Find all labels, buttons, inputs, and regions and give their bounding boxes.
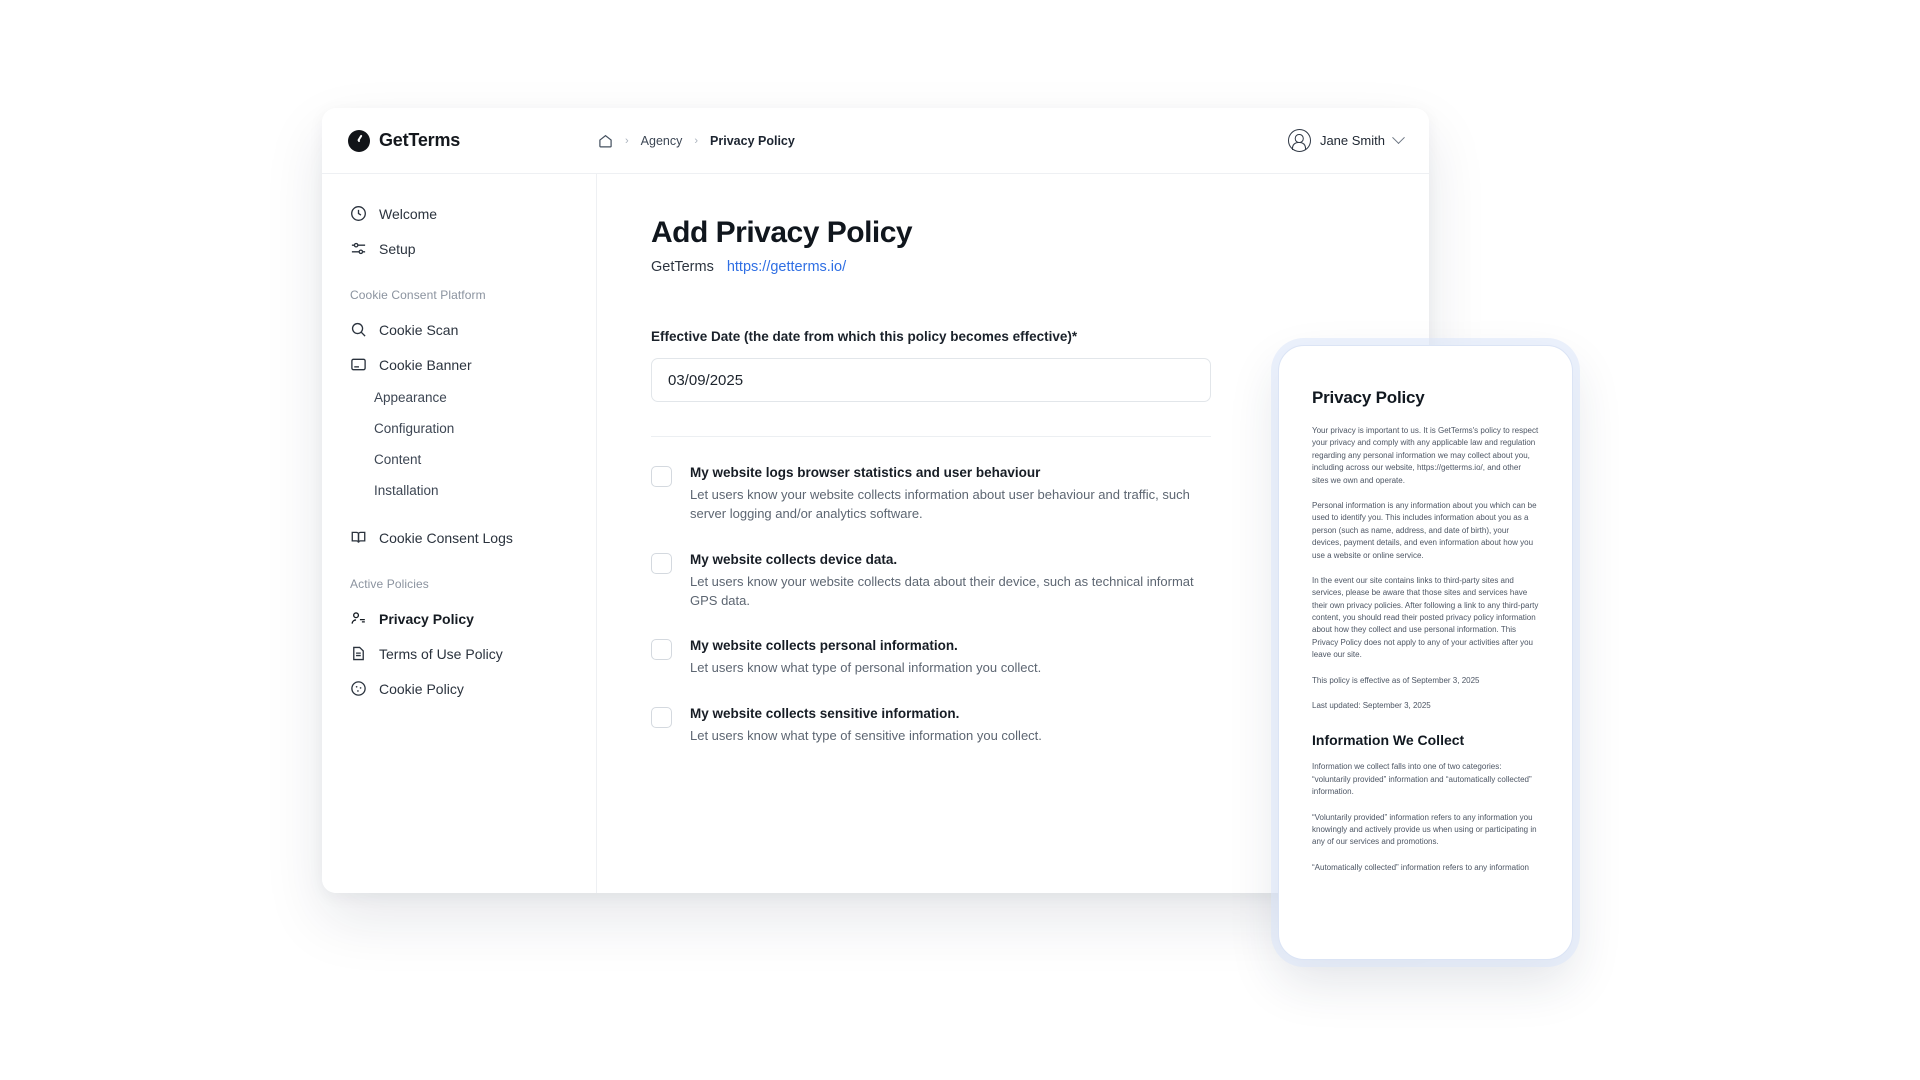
preview-section-paragraph-2: “Voluntarily provided” information refers to any information you knowingly and actively provide us when using or participating in any of our services and promotions. <box>1312 812 1537 847</box>
user-avatar-icon <box>1288 129 1311 152</box>
checkbox-row-sensitive-information[interactable] <box>651 706 1211 746</box>
checkbox-description: Let users know your website collects information about user behaviour and traffic, such server logging and/or analytics software. <box>690 487 1190 521</box>
sidebar-item-cookie-policy[interactable] <box>322 671 596 706</box>
brand-name: GetTerms <box>379 130 461 150</box>
user-menu[interactable] <box>1288 129 1403 152</box>
section-divider <box>651 436 1211 437</box>
breadcrumb-separator-2: › <box>694 134 699 147</box>
cookie-icon <box>350 680 367 697</box>
checkbox-title: My website collects personal information. <box>690 638 958 654</box>
body <box>322 174 1429 893</box>
sidebar-item-label: Setup <box>379 240 416 257</box>
sidebar-item-cookie-banner[interactable] <box>322 347 596 382</box>
sidebar-subitem-appearance[interactable]: Appearance <box>374 390 447 405</box>
checkbox-description: Let users know what type of sensitive information you collect. <box>690 728 1042 744</box>
preview-effective-date: This policy is effective as of September 3, 2025 <box>1312 675 1480 685</box>
sidebar-section-cookie-consent-platform: Cookie Consent Platform <box>350 288 486 302</box>
sidebar-item-label: Cookie Banner <box>379 356 472 373</box>
sidebar-item-label: Cookie Policy <box>379 680 464 697</box>
breadcrumb-item-privacy-policy[interactable]: Privacy Policy <box>710 133 795 148</box>
sidebar-item-cookie-consent-logs[interactable] <box>322 520 596 555</box>
site-url-link[interactable]: https://getterms.io/ <box>726 259 847 275</box>
checkbox-row-personal-information[interactable] <box>651 638 1211 678</box>
checkbox-title: My website collects sensitive information. <box>690 706 960 722</box>
preview-section-paragraph-3: “Automatically collected” information refers to any information <box>1312 862 1529 872</box>
preview-last-updated: Last updated: September 3, 2025 <box>1312 701 1431 711</box>
page-title: Add Privacy Policy <box>651 216 913 249</box>
sliders-icon <box>350 240 367 257</box>
banner-icon <box>350 356 367 373</box>
checkbox-title: My website logs browser statistics and user behaviour <box>690 465 1041 480</box>
checkbox-input[interactable] <box>651 553 672 574</box>
preview-title: Privacy Policy <box>1312 388 1425 407</box>
sidebar-subitem-installation[interactable]: Installation <box>374 483 439 498</box>
user-name: Jane Smith <box>1319 133 1385 148</box>
checkbox-input[interactable] <box>651 707 672 728</box>
effective-date-label: Effective Date (the date from which this policy becomes effective)* <box>651 329 1078 344</box>
sidebar-item-cookie-scan[interactable] <box>322 312 596 347</box>
search-icon <box>350 321 367 338</box>
sidebar-subitem-configuration[interactable]: Configuration <box>374 421 455 436</box>
chevron-down-icon[interactable] <box>1392 131 1405 144</box>
terms-icon <box>350 645 367 662</box>
sidebar-item-terms-of-use-policy[interactable] <box>322 636 596 671</box>
sidebar-item-label: Cookie Consent Logs <box>379 529 513 546</box>
policy-preview-phone <box>1278 345 1573 960</box>
preview-section-paragraph-1: Information we collect falls into one of two categories: “voluntarily provided” information and “automatically collected” information. <box>1312 762 1532 797</box>
sidebar-section-active-policies: Active Policies <box>350 577 429 591</box>
breadcrumb-item-agency[interactable]: Agency <box>640 133 683 148</box>
privacy-policy-icon <box>350 610 367 627</box>
breadcrumb <box>598 134 795 148</box>
org-name: GetTerms <box>651 259 714 275</box>
preview-paragraph-3: In the event our site contains links to third-party sites and services, please be aware that those sites and services have their own privacy policies. After following a link to any third-party content, you should read their posted privacy policy information about how they collect and use personal information. This Privacy Policy does not apply to any of your activities after you leave our site. <box>1312 575 1539 660</box>
effective-date-value: 03/09/2025 <box>668 371 744 389</box>
sidebar-item-label: Cookie Scan <box>379 321 459 338</box>
sidebar-item-welcome[interactable] <box>322 196 596 231</box>
book-icon <box>350 529 367 546</box>
checkbox-row-device-data[interactable] <box>651 552 1211 611</box>
checkbox-input[interactable] <box>651 466 672 487</box>
home-icon[interactable] <box>598 134 613 148</box>
breadcrumb-separator-1: › <box>625 134 629 147</box>
getterms-logo-icon <box>348 130 370 152</box>
brand[interactable] <box>348 130 598 152</box>
preview-section-heading: Information We Collect <box>1312 732 1465 749</box>
preview-paragraph-1: Your privacy is important to us. It is GetTerms's policy to respect your privacy and comply with any applicable law and regulation regarding any personal information we may collect about you, including across our website, https://getterms.io/, and other sites we own and operate. <box>1312 426 1539 485</box>
checkbox-description: Let users know your website collects data about their device, such as technical informat GPS data. <box>690 573 1194 608</box>
checkbox-input[interactable] <box>651 639 672 660</box>
sidebar-item-label: Terms of Use Policy <box>379 645 503 662</box>
sidebar-item-label: Privacy Policy <box>379 610 474 627</box>
effective-date-input[interactable] <box>651 358 1211 402</box>
sidebar-item-label: Welcome <box>379 205 438 222</box>
checkbox-description: Let users know what type of personal information you collect. <box>690 660 1042 676</box>
page-subtitle <box>651 259 1429 275</box>
sidebar-item-privacy-policy[interactable] <box>322 601 596 636</box>
top-bar <box>322 108 1429 174</box>
checkbox-row-browser-statistics[interactable] <box>651 465 1211 524</box>
sidebar-item-setup[interactable] <box>322 231 596 266</box>
sidebar-subitem-content[interactable]: Content <box>374 452 422 467</box>
clock-circle-icon <box>350 205 367 222</box>
app-window <box>322 108 1429 893</box>
sidebar <box>322 174 597 893</box>
preview-paragraph-2: Personal information is any information about you which can be used to identify you. This includes information about you as a person (such as name, address, and date of birth), your devices, payment details, and even information about how you use a website or online service. <box>1312 500 1537 560</box>
checkbox-title: My website collects device data. <box>690 551 898 567</box>
